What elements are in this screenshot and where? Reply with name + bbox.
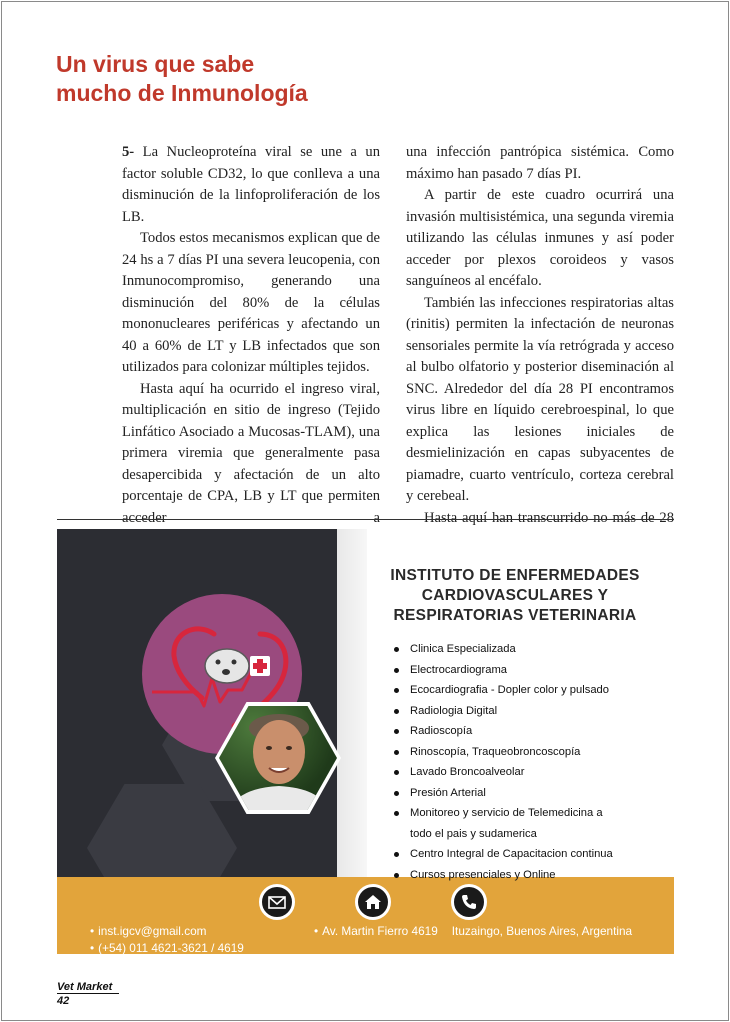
person-portrait-icon [219, 706, 337, 810]
paragraph: Hasta aquí ha ocurrido el ingreso viral, multiplicación en sitio de ingreso (Tejido Linfático Asociado a Mucosas-TLAM), una primera viremia que generalmente pasa desapercibida y afectación de un alto porcentaje de CPA, LB y LT que permiten acceder a [122, 380, 380, 526]
service-item: Centro Integral de Capacitacion continua [393, 844, 663, 865]
title-line-2: mucho de Inmunología [56, 80, 308, 106]
portrait-image [219, 706, 337, 810]
service-item: Clinica Especializada [393, 639, 663, 660]
institute-title-line-3: RESPIRATORIAS VETERINARIA [393, 607, 637, 624]
envelope-icon [259, 884, 295, 920]
paragraph: Todos estos mecanismos explican que de 24 hs a 7 días PI una severa leucopenia, con Inmunocompromiso, generando una disminución del 80% de la células mononucleares periféricas y afectando un 40 a 60% de LT y LB infectados que son utilizados para colonizar múltiples tejidos. [122, 230, 380, 375]
paragraph [122, 142, 380, 228]
service-item: Rinoscopía, Traqueobroncoscopía [393, 742, 663, 763]
service-item-continuation: todo el pais y sudamerica [410, 827, 537, 840]
address-text: Av. Martin Fierro 4619 [322, 924, 438, 938]
paragraph: También las infecciones respiratorias altas (rinitis) permiten la infectación de neuronas sensoriales permite la vía retrógrada y acceso al bulbo olfatorio y posterior diseminación al SNC. Alrededor del día 28 PI encontramos virus libre en líquido cerebroespinal, lo que explica las lesiones iniciales de desmielinización en capas subyacentes de piamadre, cuarto ventrículo, corteza cerebral y cerebeal. [406, 294, 674, 504]
service-item: Electrocardiograma [393, 660, 663, 681]
institute-title [365, 566, 665, 626]
institute-title-line-1: INSTITUTO DE ENFERMEDADES [390, 567, 640, 584]
service-item: Monitoreo y servicio de Telemedicina a [393, 803, 663, 824]
title-line-1: Un virus que sabe [56, 51, 255, 77]
footer-divider [57, 993, 119, 994]
service-item: Radiologia Digital [393, 701, 663, 722]
service-item: Lavado Broncoalveolar [393, 762, 663, 783]
service-item: Presión Arterial [393, 783, 663, 804]
contact-address: • Av. Martin Fierro 4619 Ituzaingo, Buenos Aires, Argentina [314, 924, 633, 938]
paragraph: Hasta aquí han transcurrido no más de 28 [424, 509, 674, 526]
paragraph: una infección pantrópica sistémica. Como máximo han pasado 7 días PI. [406, 144, 674, 182]
paragraph: A partir de este cuadro ocurrirá una invasión multisistémica, una segunda viremia utilizando las células inmunes y así poder acceder por plexos coroideos y vasos sanguíneos al encéfalo. [406, 187, 674, 289]
phone-text: (+54) 011 4621-3621 / 4619 [98, 941, 244, 954]
article-title [56, 50, 308, 108]
advertisement [57, 529, 674, 954]
services-list [393, 639, 663, 885]
phone-icon [451, 884, 487, 920]
contact-email: • inst.igcv@gmail.com [90, 924, 207, 938]
service-item: Ecocardiografia - Dopler color y pulsado [393, 680, 663, 701]
magazine-name: Vet Market [57, 981, 113, 993]
service-item: Radioscopía [393, 721, 663, 742]
email-text: inst.igcv@gmail.com [98, 924, 207, 938]
institute-title-line-2: CARDIOVASCULARES Y [421, 587, 609, 604]
item-number: 5- [122, 144, 135, 160]
contact-phone: • (+54) 011 4621-3621 / 4619 [90, 941, 244, 954]
left-column [122, 142, 380, 529]
right-column [406, 142, 674, 551]
home-icon [355, 884, 391, 920]
city-text: Ituzaingo, Buenos Aires, Argentina [451, 924, 633, 938]
page-number: 42 [57, 995, 70, 1007]
section-divider [57, 519, 674, 520]
service-item: Cursos presenciales y Online [393, 865, 663, 886]
paragraph-text: La Nucleoproteína viral se une a un factor soluble CD32, lo que conlleva a una disminución de la linfoproliferación de los LB. [122, 144, 380, 225]
